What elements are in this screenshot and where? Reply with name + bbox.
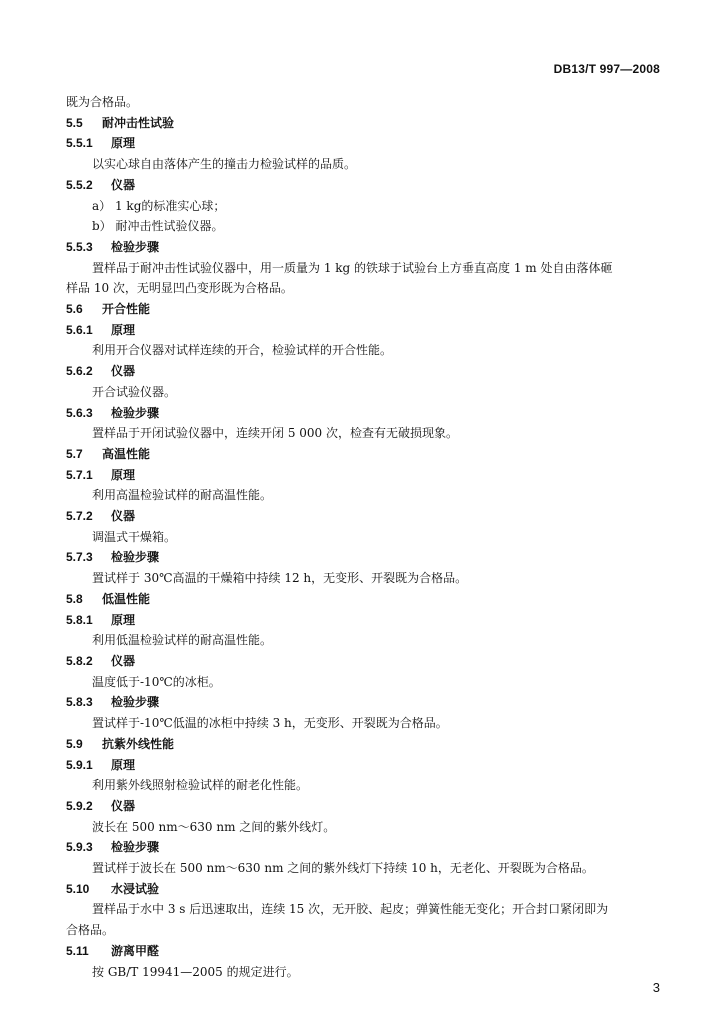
section-title: 仪器 [111,364,136,379]
paragraph-line: 按 GB/T 19941—2005 的规定进行。 [92,964,299,979]
section-heading [66,755,664,776]
paragraph-line: 利用开合仪器对试样连续的开合，检验试样的开合性能。 [92,343,393,358]
section-number: 5.11 [66,943,89,958]
paragraph-line: b） 耐冲击性试验仪器。 [92,219,224,234]
section-number: 5.6.3 [66,405,93,420]
section-number: 5.5.1 [66,136,93,151]
section-heading [66,589,664,610]
section-title: 原理 [111,612,136,627]
section-number: 5.7 [66,446,83,461]
section-number: 5.6.1 [66,322,93,337]
section-number: 5.8 [66,591,83,606]
section-title: 仪器 [111,177,136,192]
paragraph-line: 调温式干燥箱。 [92,529,177,544]
document-body [66,92,664,982]
section-title: 抗紫外线性能 [102,736,175,751]
paragraph-line: 以实心球自由落体产生的撞击力检验试样的品质。 [92,157,357,172]
paragraph-line: 置试样于-10℃低温的冰柜中持续 3 h，无变形、开裂既为合格品。 [92,716,448,731]
section-number: 5.9.1 [66,757,93,772]
section-title: 高温性能 [102,446,151,461]
section-number: 5.6 [66,302,83,317]
section-heading [66,796,664,817]
page-number: 3 [652,980,660,995]
section-heading [66,320,664,341]
section-heading [66,361,664,382]
section-heading [66,506,664,527]
paragraph-line: 合格品。 [66,923,115,938]
paragraph-line: 既为合格品。 [66,95,139,109]
section-title: 检验步骤 [111,239,160,254]
section-title: 仪器 [111,653,136,668]
section-heading [66,692,664,713]
section-number: 5.7.1 [66,467,93,482]
section-heading [66,403,664,424]
section-heading [66,610,664,631]
section-title: 检验步骤 [111,405,160,420]
section-title: 原理 [111,322,136,337]
paragraph-line: 置试样于波长在 500 nm～630 nm 之间的紫外线灯下持续 10 h，无老化、开裂既为合格品。 [92,861,594,876]
section-number: 5.8.2 [66,653,93,668]
paragraph-line: 温度低于-10℃的冰柜。 [92,674,221,689]
section-heading [66,941,664,962]
section-title: 检验步骤 [111,550,160,565]
paragraph-line: 波长在 500 nm～630 nm 之间的紫外线灯。 [92,819,336,834]
section-number: 5.9.2 [66,798,93,813]
section-title: 仪器 [111,509,136,524]
section-heading [66,444,664,465]
paragraph-line: a） 1 kg的标准实心球； [92,198,226,213]
section-heading [66,175,664,196]
section-title: 原理 [111,757,136,772]
section-number: 5.10 [66,881,90,896]
section-heading [66,547,664,568]
section-heading [66,133,664,154]
section-title: 仪器 [111,798,136,813]
paragraph-line: 利用高温检验试样的耐高温性能。 [92,488,273,503]
section-title: 检验步骤 [111,695,160,710]
section-number: 5.7.3 [66,550,93,565]
section-title: 低温性能 [102,591,151,606]
section-title: 水浸试验 [111,881,160,896]
section-title: 原理 [111,467,136,482]
section-heading [66,879,664,900]
section-title: 开合性能 [102,302,151,317]
section-heading [66,837,664,858]
section-heading [66,299,664,320]
section-heading [66,237,664,258]
paragraph-line: 开合试验仪器。 [92,384,177,399]
section-number: 5.5.2 [66,177,93,192]
section-title: 游离甲醛 [111,943,160,958]
section-heading [66,465,664,486]
section-number: 5.6.2 [66,364,93,379]
document-code: DB13/T 997—2008 [553,62,660,76]
section-number: 5.5 [66,115,83,130]
section-heading [66,734,664,755]
section-title: 原理 [111,136,136,151]
paragraph-line: 利用低温检验试样的耐高温性能。 [92,633,273,648]
section-heading [66,113,664,134]
section-number: 5.8.3 [66,695,93,710]
section-number: 5.7.2 [66,509,93,524]
section-heading [66,651,664,672]
section-number: 5.8.1 [66,612,93,627]
section-number: 5.5.3 [66,239,93,254]
paragraph-line: 利用紫外线照射检验试样的耐老化性能。 [92,778,309,793]
paragraph-line: 置样品于耐冲击性试验仪器中，用一质量为 1 kg 的铁球于试验台上方垂直高度 1 m 处自由落体砸 [92,260,613,275]
section-title: 耐冲击性试验 [102,115,175,130]
paragraph-line: 置样品于水中 3 s 后迅速取出，连续 15 次，无开胶、起皮；弹簧性能无变化；开合封口紧闭即为 [92,902,609,917]
paragraph-line: 置样品于开闭试验仪器中，连续开闭 5 000 次，检查有无破损现象。 [92,426,458,441]
paragraph-line: 置试样于 30℃高温的干燥箱中持续 12 h，无变形、开裂既为合格品。 [92,571,468,586]
section-title: 检验步骤 [111,840,160,855]
paragraph-line: 样品 10 次，无明显凹凸变形既为合格品。 [66,281,293,296]
section-number: 5.9 [66,736,83,751]
section-number: 5.9.3 [66,840,93,855]
